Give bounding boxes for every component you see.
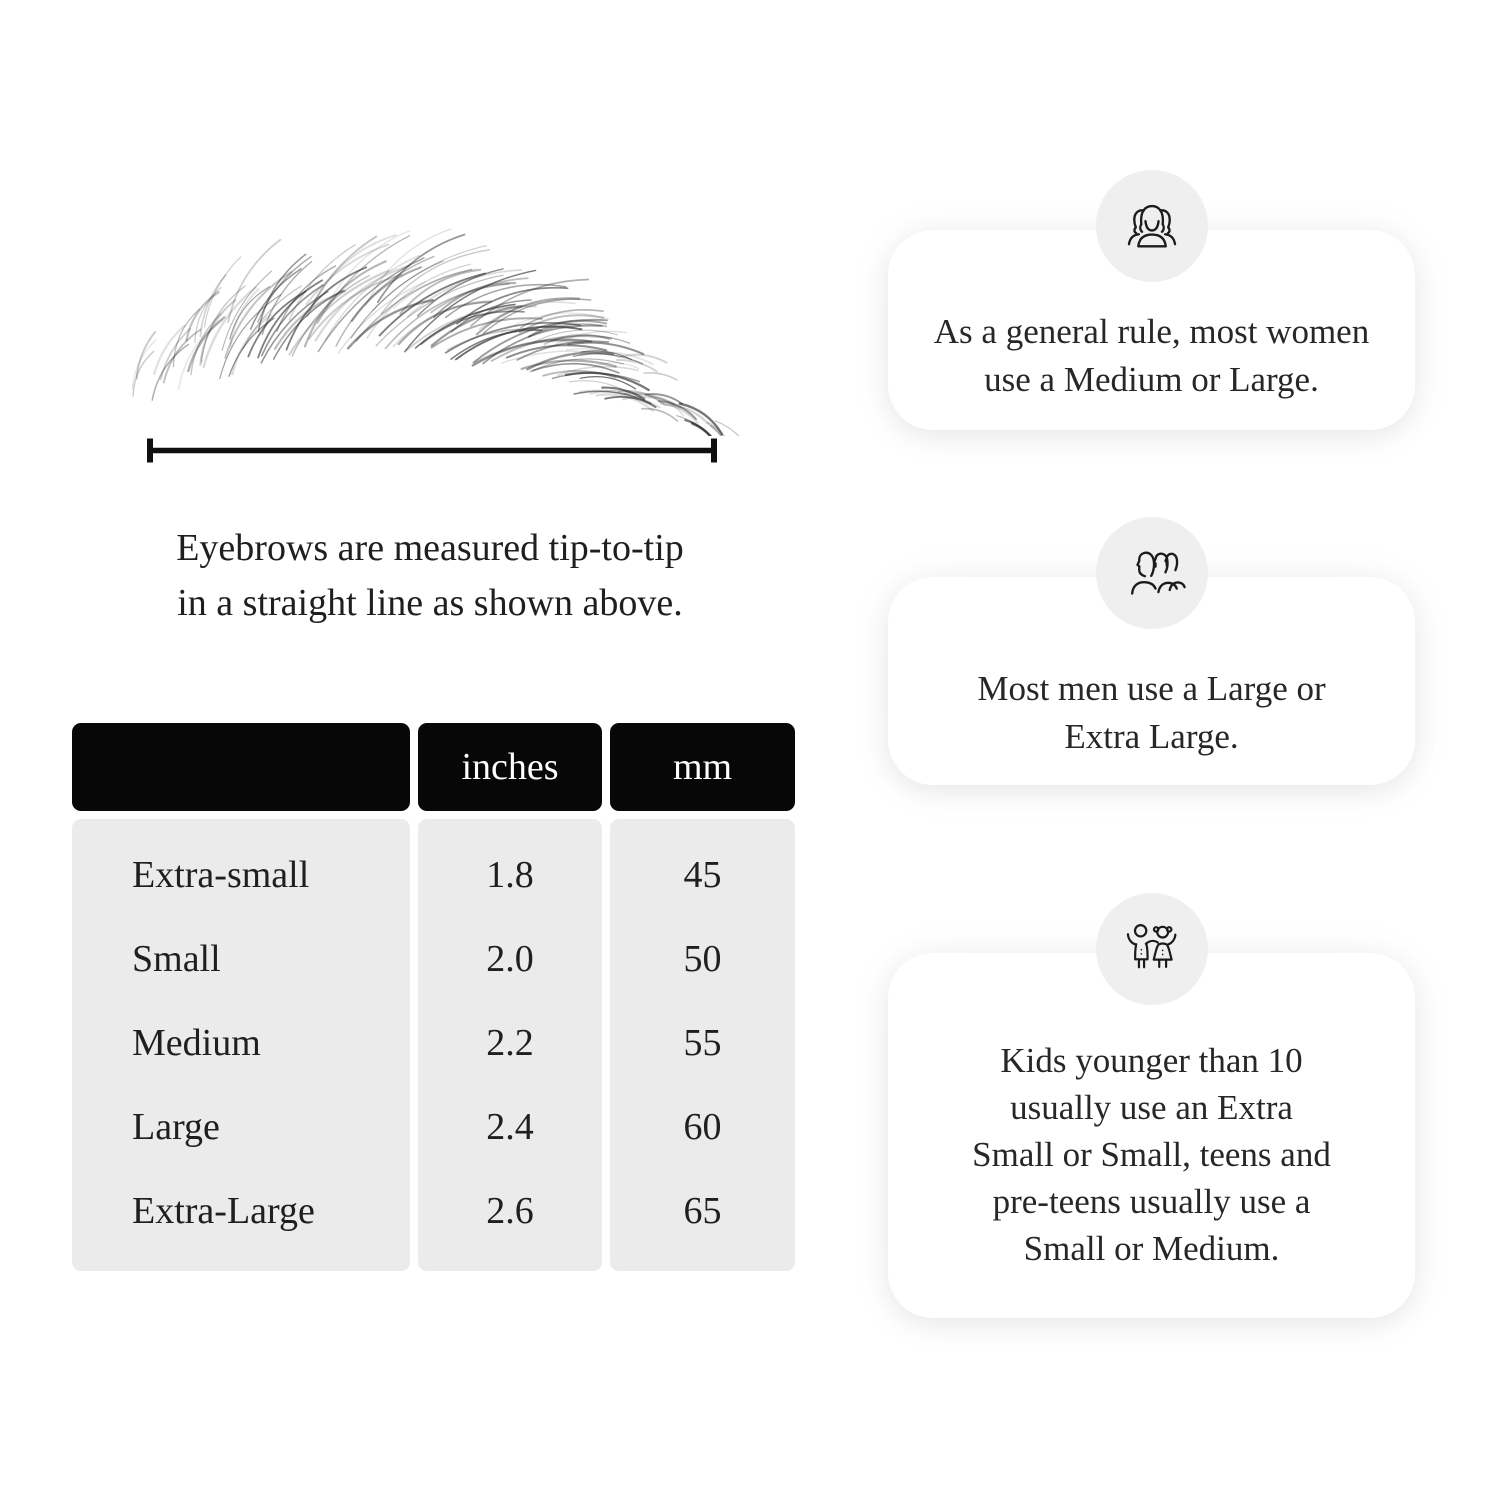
inches-cell: 2.0 <box>486 938 534 980</box>
mm-cell: 45 <box>683 854 722 896</box>
tip-text-men: Most men use a Large or Extra Large. <box>977 669 1326 756</box>
eyebrow-illustration <box>112 228 752 436</box>
table-column-mm <box>610 723 795 1271</box>
mm-cell: 60 <box>683 1106 722 1148</box>
size-table <box>72 723 795 1271</box>
women-group-icon <box>1096 170 1208 282</box>
size-name-cell: Large <box>132 1106 220 1148</box>
tip-text-women: As a general rule, most women use a Medium or Large. <box>933 312 1370 399</box>
inches-cell: 2.6 <box>486 1190 534 1232</box>
measurement-caption <box>95 521 765 631</box>
mm-cell: 65 <box>683 1190 722 1232</box>
tip-card-women <box>888 230 1415 430</box>
men-group-icon <box>1096 517 1208 629</box>
size-name-cell: Extra-small <box>132 854 310 896</box>
caption-line: in a straight line as shown above. <box>177 582 683 624</box>
inches-cell: 1.8 <box>486 854 534 896</box>
size-name-cell: Small <box>132 938 221 980</box>
mm-cell: 55 <box>683 1022 722 1064</box>
table-header-mm: mm <box>610 723 795 811</box>
measurement-line <box>146 437 718 464</box>
caption-line: Eyebrows are measured tip-to-tip <box>176 527 684 569</box>
tip-text-kids: Kids younger than 10 usually use an Extra Small or Small, teens and pre-teens usually use a Small or Medium. <box>972 1041 1331 1268</box>
eyebrow-sketch <box>112 228 752 436</box>
inches-cell: 2.4 <box>486 1106 534 1148</box>
table-header-size <box>72 723 410 811</box>
tip-card-men <box>888 577 1415 785</box>
table-column-inches <box>418 723 602 1271</box>
kids-icon <box>1096 893 1208 1005</box>
table-body-size <box>72 819 410 1271</box>
table-header-inches: inches <box>418 723 602 811</box>
table-column-size <box>72 723 410 1271</box>
table-body-mm <box>610 819 795 1271</box>
inches-cell: 2.2 <box>486 1022 534 1064</box>
tip-card-kids <box>888 953 1415 1318</box>
size-name-cell: Medium <box>132 1022 261 1064</box>
mm-cell: 50 <box>683 938 722 980</box>
table-body-inches <box>418 819 602 1271</box>
size-name-cell: Extra-Large <box>132 1190 315 1232</box>
